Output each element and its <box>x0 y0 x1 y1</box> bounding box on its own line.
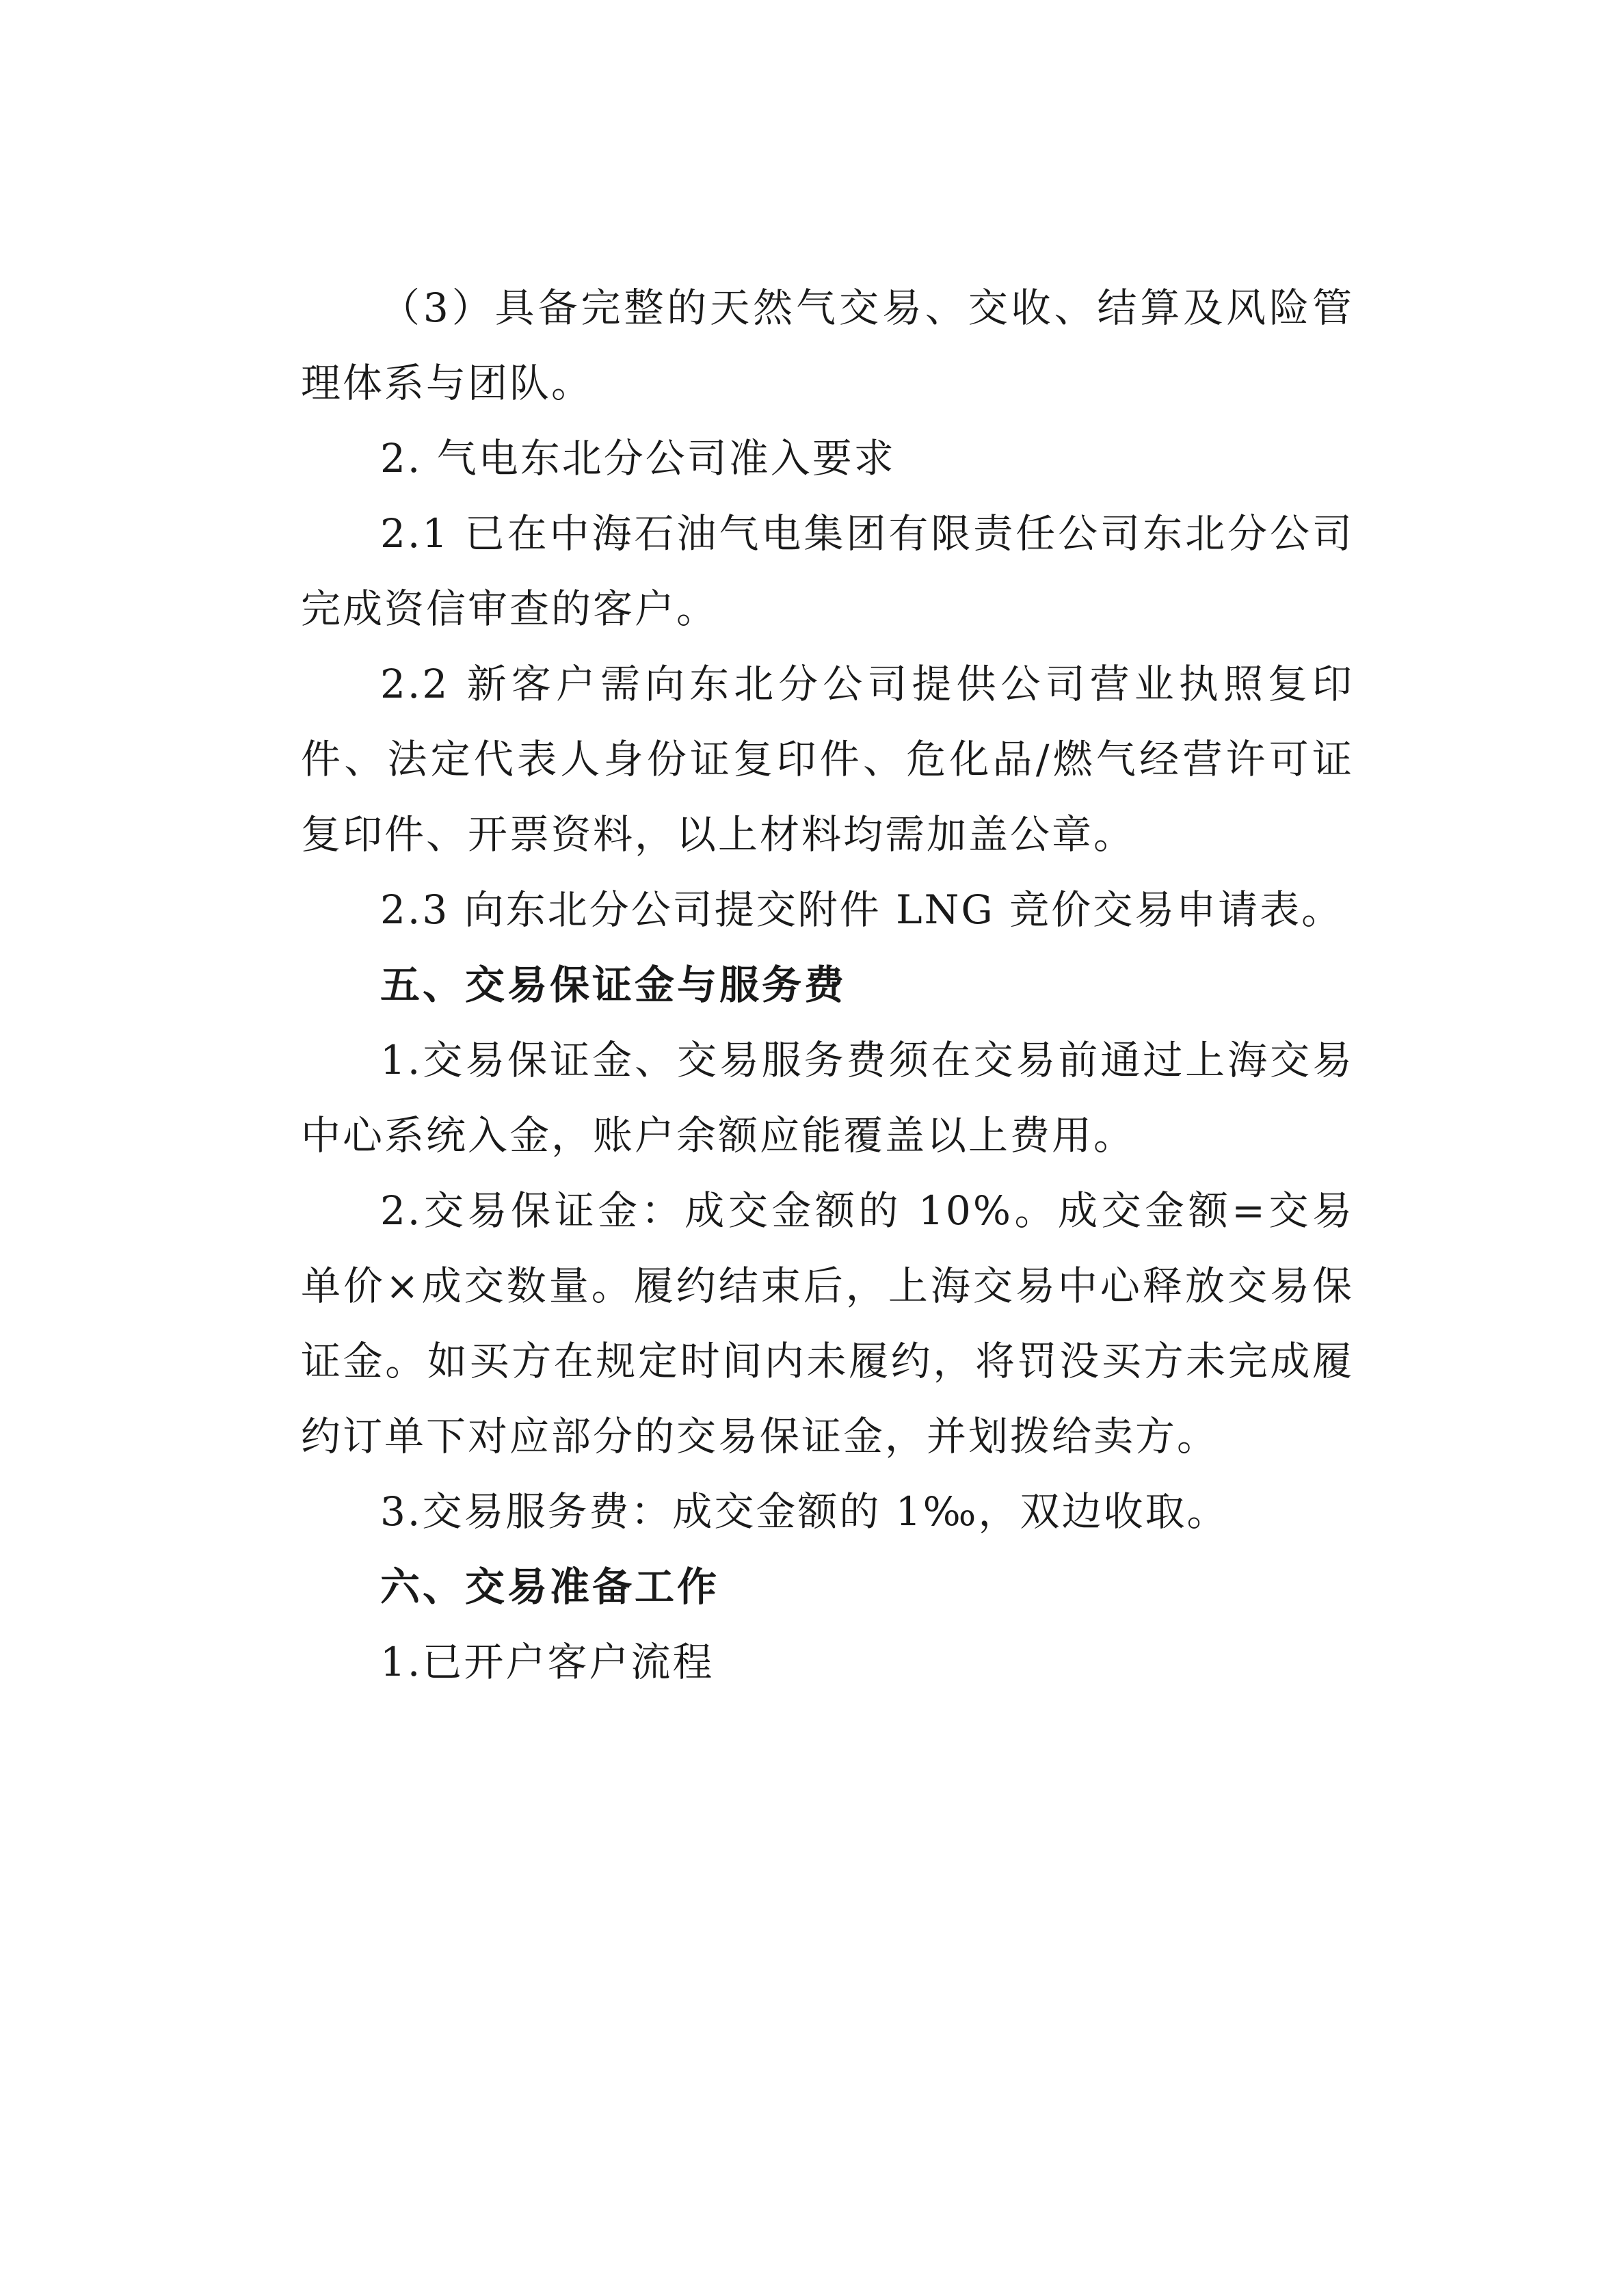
paragraph-deposit-2: 2.交易保证金：成交金额的 10%。成交金额=交易单价×成交数量。履约结束后，上海交易中心释放交易保证金。如买方在规定时间内未履约，将罚没买方未完成履约订单下对应部分的交易保证金，并划拨给卖方。 <box>301 1187 1354 1460</box>
section-heading-deposit-fees: 五、交易保证金与服务费 <box>380 962 847 1008</box>
paragraph-prep-1: 1.已开户客户流程 <box>380 1639 715 1685</box>
paragraph-2-2: 2.2 新客户需向东北分公司提供公司营业执照复印件、法定代表人身份证复印件、危化品/燃气经营许可证复印件、开票资料，以上材料均需加盖公章。 <box>301 661 1354 858</box>
paragraph-2-3: 2.3 向东北分公司提交附件 LNG 竞价交易申请表。 <box>380 886 1344 933</box>
section-heading-preparation: 六、交易准备工作 <box>380 1563 720 1610</box>
paragraph-northeast-access: 2. 气电东北分公司准入要求 <box>380 435 896 481</box>
document-body <box>301 270 1354 1700</box>
paragraph-2-1: 2.1 已在中海石油气电集团有限责任公司东北分公司完成资信审查的客户。 <box>301 510 1354 632</box>
paragraph-service-fee-3: 3.交易服务费：成交金额的 1‰，双边收取。 <box>380 1488 1229 1535</box>
paragraph-deposit-1: 1.交易保证金、交易服务费须在交易前通过上海交易中心系统入金，账户余额应能覆盖以上费用。 <box>301 1037 1354 1159</box>
paragraph-requirement-3: （3）具备完整的天然气交易、交收、结算及风险管理体系与团队。 <box>301 285 1354 406</box>
